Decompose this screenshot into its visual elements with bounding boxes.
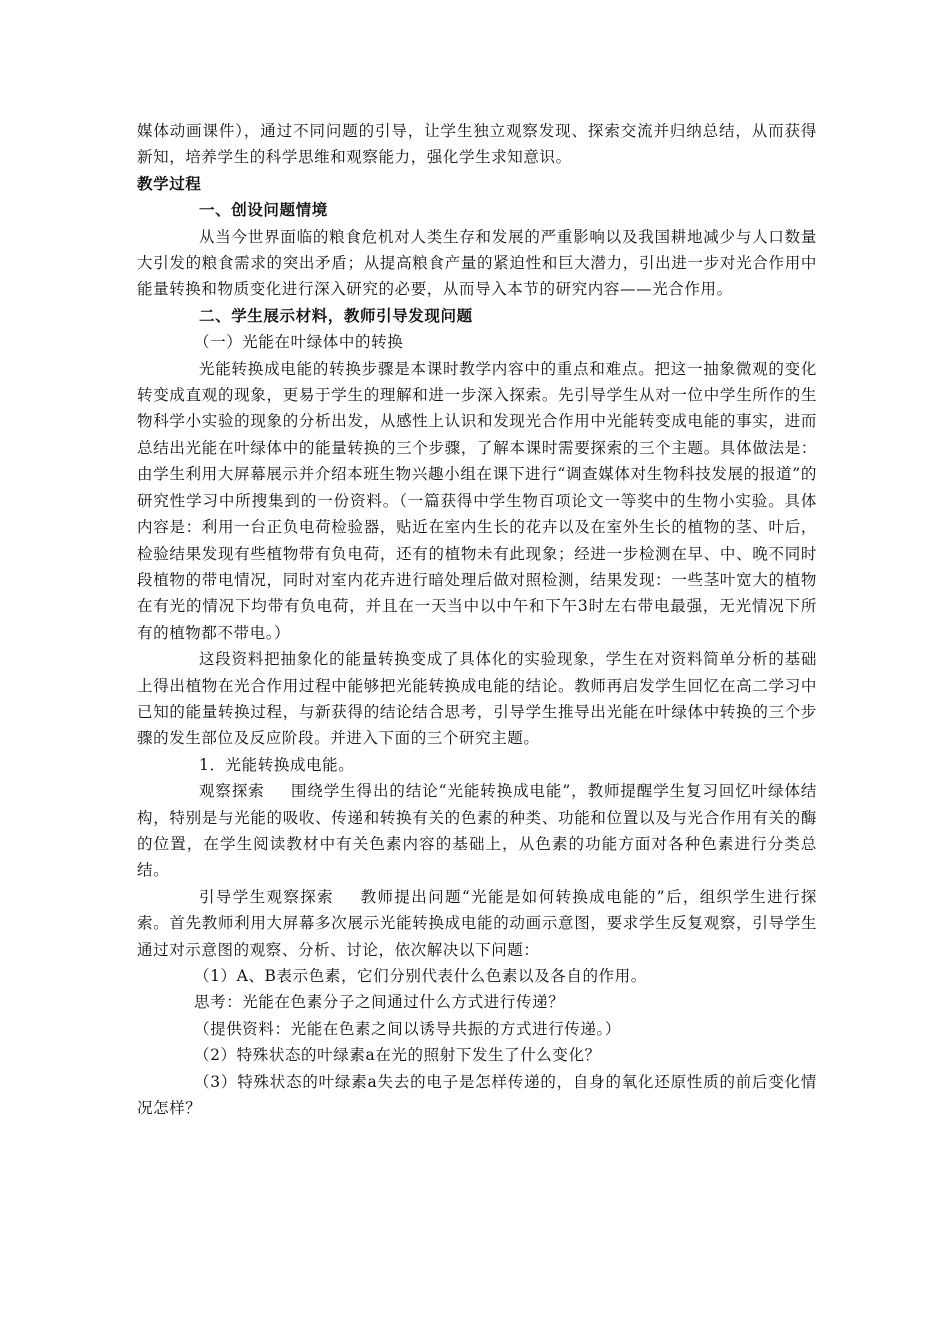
list-item-1: 1．光能转换成电能。 <box>199 755 355 774</box>
paragraph-4-label: 观察探索 <box>199 782 265 801</box>
paragraph-5-text: 教师提出问题“光能是如何转换成电能的”后，组织学生进行探索。首先教师利用大屏幕多次展示光能转换成电能的动画示意图，要求学生反复观察，引导学生通过对示意图的观察、分析、讨论，依次解决以下问题： <box>137 887 817 959</box>
heading-1: 一、创设问题情境 <box>199 200 328 220</box>
paragraph-4 <box>137 778 817 884</box>
document-page <box>137 118 817 1121</box>
provide-line: （提供资料：光能在色素之间以诱导共振的方式进行传递。） <box>194 1019 621 1038</box>
paragraph-4-text: 围绕学生得出的结论“光能转换成电能”，教师提醒学生复习回忆叶绿体结构，特别是与光能的吸收、传递和转换有关的色素的种类、功能和位置以及与光合作用有关的酶的位置，在学生阅读教材中有关色素内容的基础上，从色素的功能方面对各种色素进行分类总结。 <box>137 782 817 880</box>
heading-2: 二、学生展示材料，教师引导发现问题 <box>199 305 473 325</box>
subheading-1: （一）光能在叶绿体中的转换 <box>194 333 404 352</box>
section-title: 教学过程 <box>137 173 202 193</box>
question-2: （2）特殊状态的叶绿素a在光的照射下发生了什么变化？ <box>194 1046 601 1065</box>
question-3: （3）特殊状态的叶绿素a失去的电子是怎样传递的，自身的氧化还原性质的前后变化情况怎样？ <box>137 1072 817 1118</box>
intro-continuation: 媒体动画课件），通过不同问题的引导，让学生独立观察发现、探索交流并归纳总结，从而获得新知，培养学生的科学思维和观察能力，强化学生求知意识。 <box>137 122 817 167</box>
paragraph-2: 光能转换成电能的转换步骤是本课时教学内容中的重点和难点。把这一抽象微观的变化转变成直观的现象，更易于学生的理解和进一步深入探索。先引导学生从对一位中学生所作的生物科学小实验的现象的分析出发，从感性上认识和发现光合作用中光能转变成电能的事实，进而总结出光能在叶绿体中的能量转换的三个步骤，了解本课时需要探索的三个主题。具体做法是：由学生利用大屏幕展示并介绍本班生物兴趣小组在课下进行“调查媒体对生物科技发展的报道”的研究性学习中所搜集到的一份资料。（一篇获得中学生物百项论文一等奖中的生物小实验。具体内容是：利用一台正负电荷检验器，贴近在室内生长的花卉以及在室外生长的植物的茎、叶后，检验结果发现有些植物带有负电荷，还有的植物未有此现象；经进一步检测在早、中、晚不同时段植物的带电情况，同时对室内花卉进行暗处理后做对照检测，结果发现：一些茎叶宽大的植物在有光的情况下均带有负电荷，并且在一天当中以中午和下午3时左右带电最强，无光情况下所有的植物都不带电。） <box>137 359 817 642</box>
question-1: （1）A、B表示色素，它们分别代表什么色素以及各自的作用。 <box>194 967 647 985</box>
paragraph-5-label: 引导学生观察探索 <box>199 887 334 906</box>
think-line: 思考：光能在色素分子之间通过什么方式进行传递？ <box>194 993 565 1012</box>
paragraph-1: 从当今世界面临的粮食危机对人类生存和发展的严重影响以及我国耕地减少与人口数量大引发的粮食需求的突出矛盾；从提高粮食产量的紧迫性和巨大潜力，引出进一步对光合作用中能量转换和物质变化进行深入研究的必要，从而导入本节的研究内容——光合作用。 <box>137 227 817 299</box>
paragraph-3: 这段资料把抽象化的能量转换变成了具体化的实验现象，学生在对资料简单分析的基础上得出植物在光合作用过程中能够把光能转换成电能的结论。教师再启发学生回忆在高二学习中已知的能量转换过程，与新获得的结论结合思考，引导学生推导出光能在叶绿体中转换的三个步骤的发生部位及反应阶段。并进入下面的三个研究主题。 <box>137 650 817 748</box>
paragraph-5 <box>137 884 817 963</box>
